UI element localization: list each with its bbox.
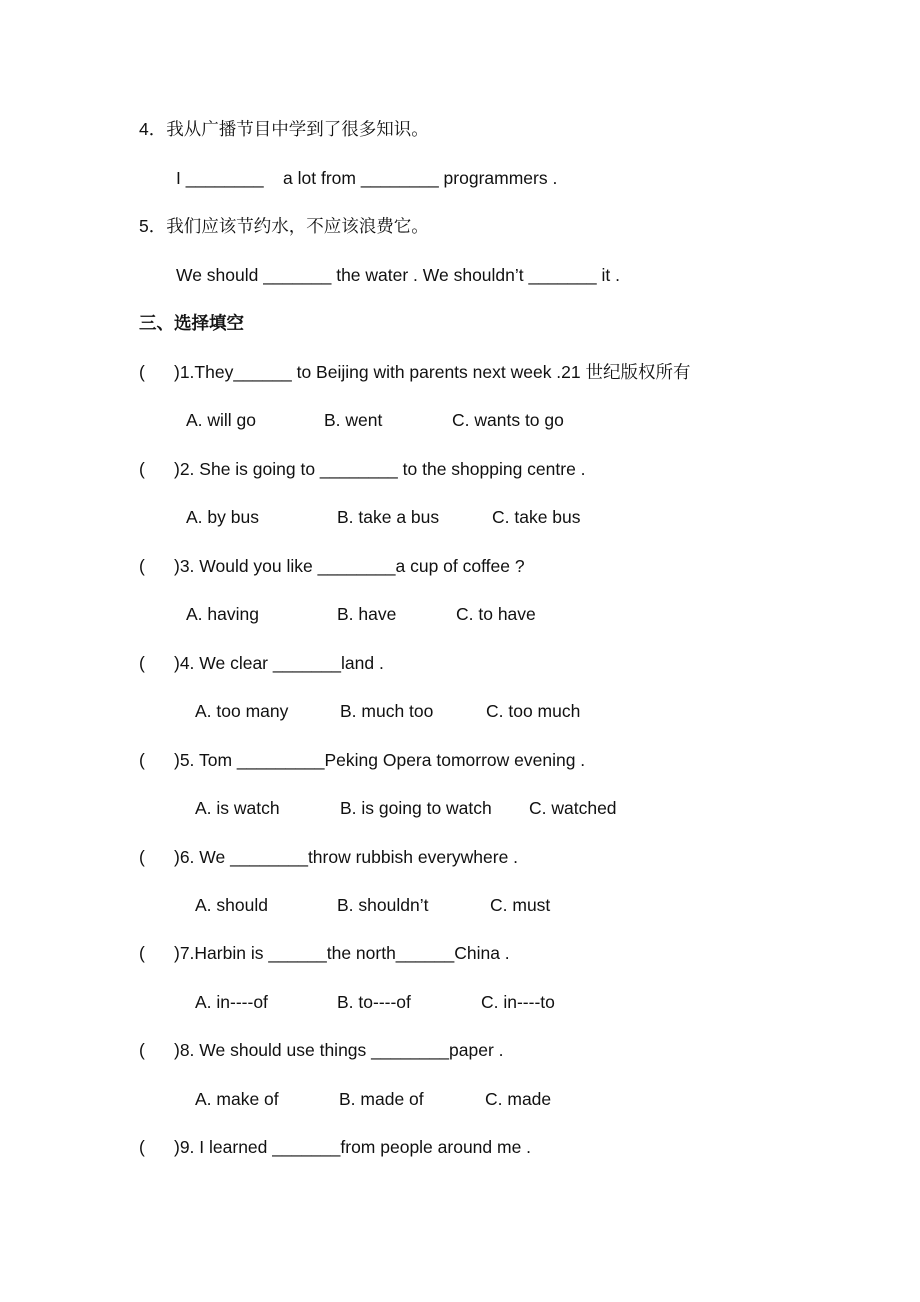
question-stem: ( )1.They______ to Beijing with parents next week .21 世纪版权所有	[139, 362, 691, 382]
question-4-prompt: 4．我从广播节目中学到了很多知识。	[139, 119, 429, 139]
option-c: C. to have	[456, 604, 536, 624]
question-stem: ( )2. She is going to ________ to the shopping centre .	[139, 459, 586, 479]
question-stem: ( )6. We ________throw rubbish everywhere .	[139, 847, 519, 867]
option-c: C. watched	[529, 798, 617, 818]
option-c: C. must	[490, 895, 551, 915]
option-b: B. shouldn’t	[337, 895, 429, 915]
option-a: A. too many	[195, 701, 289, 721]
option-b: B. is going to watch	[340, 798, 492, 818]
option-b: B. made of	[339, 1089, 424, 1109]
option-c: C. wants to go	[452, 410, 564, 430]
option-b: B. to----of	[337, 992, 411, 1012]
option-a: A. will go	[186, 410, 257, 430]
option-a: A. in----of	[195, 992, 268, 1012]
question-stem: ( )5. Tom _________Peking Opera tomorrow evening .	[139, 750, 586, 770]
question-stem: ( )7.Harbin is ______the north______China .	[139, 943, 510, 963]
option-a: A. having	[186, 604, 259, 624]
question-stem: ( )9. I learned _______from people around me .	[139, 1137, 532, 1157]
question-5-prompt: 5．我们应该节约水，不应该浪费它。	[139, 216, 429, 236]
option-b: B. went	[324, 410, 383, 430]
option-b: B. have	[337, 604, 397, 624]
question-stem: ( )4. We clear _______land .	[139, 653, 384, 673]
option-a: A. is watch	[195, 798, 280, 818]
question-4-answer: I ________ a lot from ________ programmers .	[176, 168, 558, 188]
question-stem: ( )3. Would you like ________a cup of coffee ?	[139, 556, 525, 576]
section-3-heading: 三、选择填空	[139, 313, 244, 333]
question-5-answer: We should _______ the water . We shouldn’t _______ it .	[176, 265, 620, 285]
option-c: C. in----to	[481, 992, 555, 1012]
question-stem: ( )8. We should use things ________paper .	[139, 1040, 504, 1060]
option-b: B. take a bus	[337, 507, 440, 527]
option-c: C. too much	[486, 701, 581, 721]
option-a: A. make of	[195, 1089, 279, 1109]
option-a: A. by bus	[186, 507, 259, 527]
option-a: A. should	[195, 895, 268, 915]
option-c: C. take bus	[492, 507, 581, 527]
option-c: C. made	[485, 1089, 552, 1109]
option-b: B. much too	[340, 701, 434, 721]
